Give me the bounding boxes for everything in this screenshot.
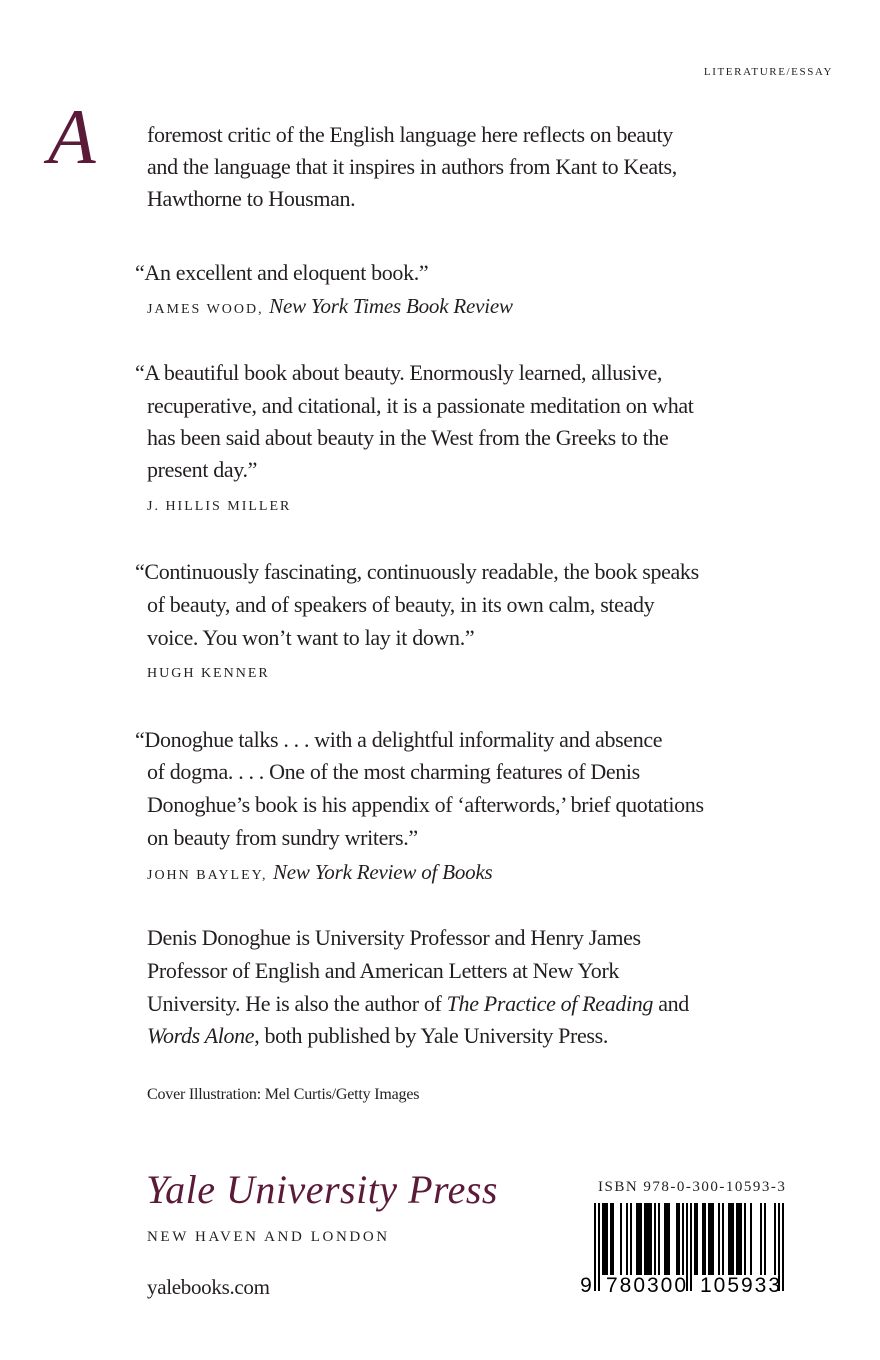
intro-line: and the language that it inspires in authors from Kant to Keats, [147,154,677,179]
quote-line: Donoghue’s book is his appendix of ‘afterwords,’ brief quotations [147,792,704,817]
barcode-bar [606,1203,608,1275]
barcode-bar [764,1203,766,1275]
barcode-bar [678,1203,680,1275]
quote-line: “Donoghue talks . . . with a delightful informality and absence [135,727,663,752]
barcode-bar [604,1203,606,1275]
barcode-bar [782,1203,784,1291]
barcode-bar [712,1203,714,1275]
book-title: Words Alone [147,1023,255,1048]
quote-line: has been said about beauty in the West from the Greeks to the [147,425,669,450]
barcode-bar [774,1203,776,1275]
publisher-logo: Yale University Press [146,1167,498,1212]
quote-line: of dogma. . . . One of the most charming features of Denis [147,759,640,784]
barcode-bar [658,1203,660,1275]
barcode-bar [686,1203,688,1291]
barcode-bar [654,1203,656,1275]
barcode-bar [736,1203,738,1275]
quote-line: of beauty, and of speakers of beauty, in its own calm, steady [147,592,655,617]
isbn-label: ISBN 978-0-300-10593-3 [598,1179,787,1195]
barcode-bar [650,1203,652,1275]
barcode-bar [610,1203,612,1275]
barcode-digits: 9 [580,1274,592,1295]
barcode-bar [718,1203,720,1275]
barcode-bar [612,1203,614,1275]
barcode-bar [682,1203,684,1275]
cover-credit: Cover Illustration: Mel Curtis/Getty Images [147,1086,420,1103]
barcode-bar [722,1203,724,1275]
barcode-bar [708,1203,710,1275]
barcode-digits: 105933 [700,1274,780,1295]
barcode-bar [702,1203,704,1275]
barcode-bar [648,1203,650,1275]
barcode-bar [598,1203,600,1291]
quote-source: New York Times Book Review [269,294,513,318]
quote-author: J. HILLIS MILLER [147,499,292,514]
barcode-bar [710,1203,712,1275]
quote-line: on beauty from sundry writers.” [147,825,418,850]
barcode-bar [602,1203,604,1275]
bio-line [147,993,689,1015]
barcode-bar [640,1203,642,1275]
bio-text: and [653,991,689,1016]
barcode-bar [694,1203,696,1275]
bio-text: University. He is also the author of [147,991,447,1016]
barcode-bar [638,1203,640,1275]
quote-attribution: JAMES WOOD, New York Times Book Review [147,294,513,318]
quote-author: HUGH KENNER [147,666,270,681]
quote-line: “A beautiful book about beauty. Enormously learned, allusive, [135,360,663,385]
category-label: LITERATURE/ESSAY [703,66,833,78]
bio-line: Denis Donoghue is University Professor and Henry James [147,925,641,950]
intro-line: foremost critic of the English language here reflects on beauty [147,122,673,147]
barcode-bar [644,1203,646,1275]
barcode-bar [730,1203,732,1275]
quote-author: JAMES WOOD [147,302,259,317]
intro-line: Hawthorne to Housman. [147,186,356,211]
quote-line: recuperative, and citational, it is a passionate meditation on what [147,393,694,418]
publisher-url[interactable]: yalebooks.com [147,1275,270,1299]
barcode-bar [594,1203,596,1291]
barcode-bar [664,1203,666,1275]
barcode-bar [630,1203,632,1275]
barcode-bar [676,1203,678,1275]
bio-line: Professor of English and American Letters at New York [147,958,620,983]
barcode-bar [636,1203,638,1275]
barcode [580,1203,790,1295]
quote-line: voice. You won’t want to lay it down.” [147,625,475,650]
quote-source: New York Review of Books [272,860,493,884]
barcode-bar [738,1203,740,1275]
barcode-bar [760,1203,762,1275]
barcode-bar [704,1203,706,1275]
barcode-bar [744,1203,746,1275]
barcode-bar [620,1203,622,1275]
barcode-bar [690,1203,692,1291]
barcode-bar [646,1203,648,1275]
book-title: The Practice of Reading [446,991,654,1016]
quote-attribution: JOHN BAYLEY, New York Review of Books [147,860,493,884]
bio-text: , both published by Yale University Press. [254,1023,608,1048]
barcode-bar [732,1203,734,1275]
publisher-place: NEW HAVEN AND LONDON [147,1229,390,1245]
quote-line: “Continuously fascinating, continuously readable, the book speaks [135,559,699,584]
barcode-bar [750,1203,752,1275]
barcode-bar [696,1203,698,1275]
barcode-bar [668,1203,670,1275]
barcode-digits: 780300 [606,1274,686,1295]
barcode-bar [740,1203,742,1275]
quote-line: “An excellent and eloquent book.” [135,260,429,285]
barcode-bar [728,1203,730,1275]
quote-line: present day.” [147,457,258,482]
drop-cap: A [48,93,96,180]
quote-author: JOHN BAYLEY [147,868,262,883]
barcode-bar [626,1203,628,1275]
bio-line [147,1025,608,1047]
barcode-bar [666,1203,668,1275]
